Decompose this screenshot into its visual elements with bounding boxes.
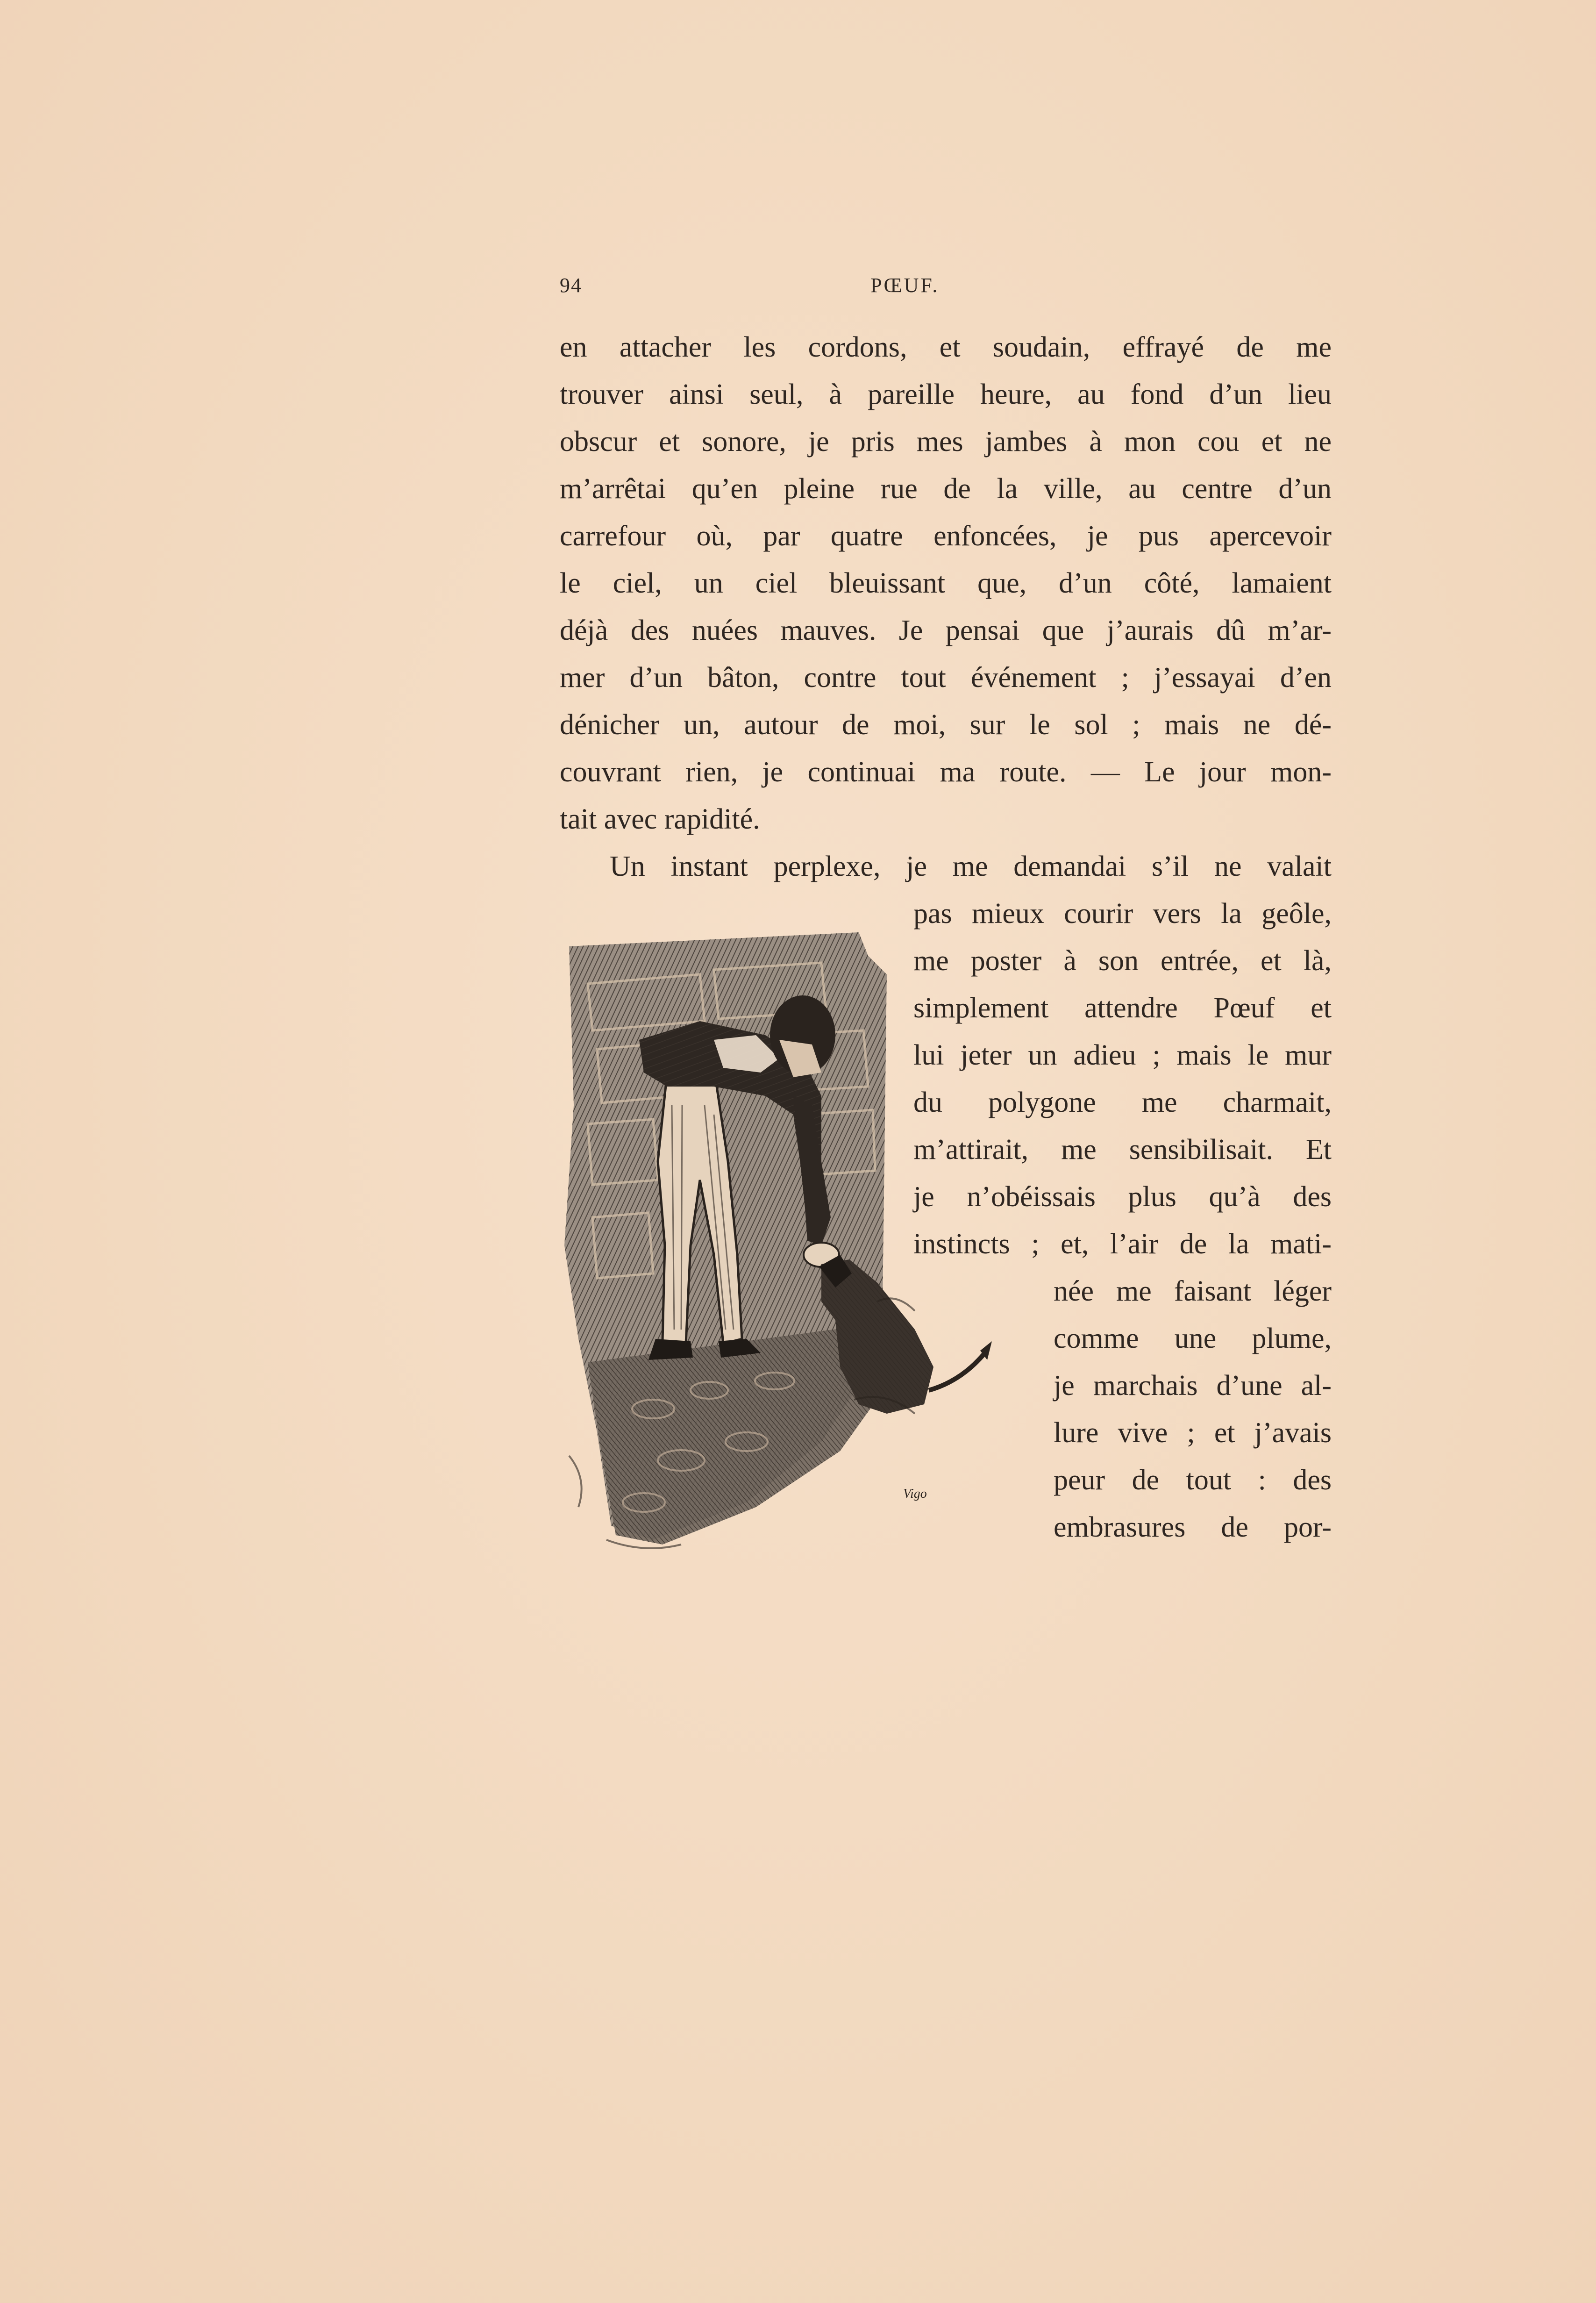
text-line: lure vive ; et j’avais	[1054, 1417, 1332, 1449]
text-line: lui jeter un adieu ; mais le mur	[913, 1039, 1332, 1071]
text-line: comme une plume,	[1054, 1323, 1332, 1354]
artist-signature: Vigo	[903, 1487, 927, 1501]
text-line: trouver ainsi seul, à pareille heure, au fond d’un lieu	[560, 379, 1332, 410]
text-line: instincts ; et, l’air de la mati-	[913, 1228, 1332, 1260]
text-line: carrefour où, par quatre enfoncées, je pus apercevoir	[560, 520, 1332, 552]
engraving-man-and-dog	[560, 918, 1008, 1587]
text-line: pas mieux courir vers la geôle,	[913, 898, 1332, 930]
text-line: m’arrêtai qu’en pleine rue de la ville, au centre d’un	[560, 473, 1332, 505]
text-line: m’attirait, me sensibilisait. Et	[913, 1134, 1332, 1166]
text-line: je marchais d’une al-	[1054, 1370, 1332, 1402]
text-line: je n’obéissais plus qu’à des	[913, 1181, 1332, 1213]
text-line: le ciel, un ciel bleuissant que, d’un côté, lamaient	[560, 567, 1332, 599]
running-title: PŒUF.	[870, 274, 940, 297]
text-line: née me faisant léger	[1054, 1275, 1332, 1307]
text-line: mer d’un bâton, contre tout événement ; j’essayai d’en	[560, 662, 1332, 694]
page-number: 94	[560, 274, 582, 297]
running-header	[560, 273, 1332, 306]
text-line: peur de tout : des	[1054, 1464, 1332, 1496]
text-line: en attacher les cordons, et soudain, effrayé de me	[560, 331, 1332, 363]
text-line: tait avec rapidité.	[560, 803, 760, 835]
text-line: dénicher un, autour de moi, sur le sol ; mais ne dé-	[560, 709, 1332, 741]
text-line: obscur et sonore, je pris mes jambes à mon cou et ne	[560, 426, 1332, 458]
text-line: Un instant perplexe, je me demandai s’il ne valait	[610, 851, 1332, 882]
text-line: simplement attendre Pœuf et	[913, 992, 1332, 1024]
text-line: me poster à son entrée, et là,	[913, 945, 1332, 977]
text-line: embrasures de por-	[1054, 1511, 1332, 1543]
text-line: couvrant rien, je continuai ma route. — Le jour mon-	[560, 756, 1332, 788]
text-line: déjà des nuées mauves. Je pensai que j’aurais dû m’ar-	[560, 615, 1332, 646]
text-line: du polygone me charmait,	[913, 1087, 1332, 1118]
